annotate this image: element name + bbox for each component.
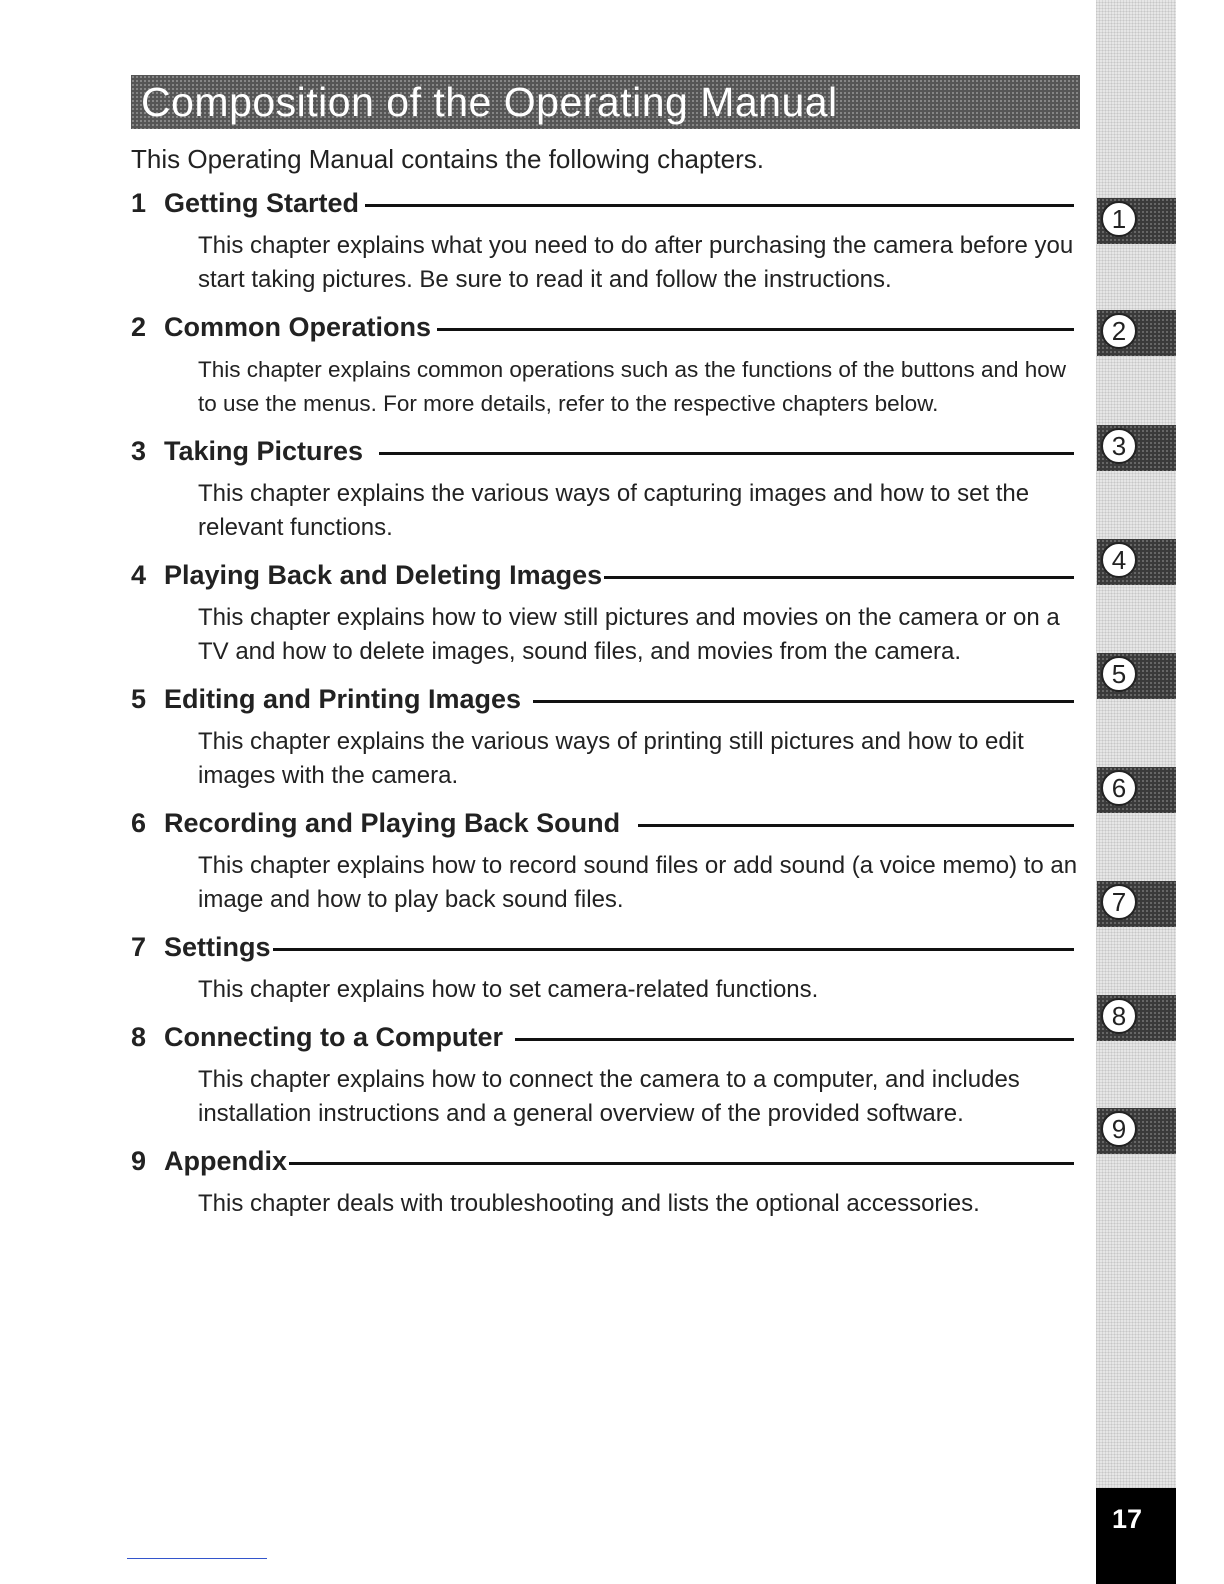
chapter-description: This chapter explains what you need to do after purchasing the camera before you start taking pictures. Be sure to read it and follow the instructions.	[198, 232, 1074, 293]
chapter-description: This chapter explains how to record sound files or add sound (a voice memo) to an image and how to play back sound files.	[198, 852, 1078, 913]
chapter-number: 7	[131, 931, 147, 962]
chapter-description: This chapter explains common operations such as the functions of the buttons and how to use the menus. For more details, refer to the respective chapters below.	[198, 357, 1067, 416]
chapter-heading	[131, 185, 1074, 221]
chapter-title: Appendix	[164, 1145, 288, 1176]
chapter-tab-5[interactable]	[1097, 653, 1176, 699]
tab-number: 4	[1101, 542, 1137, 578]
heading-rule	[437, 328, 1074, 331]
chapter-tab-1[interactable]	[1097, 198, 1176, 244]
tab-number: 2	[1101, 313, 1137, 349]
chapter-heading	[131, 557, 1074, 593]
chapter-4	[131, 557, 1074, 669]
intro-text: This Operating Manual contains the following chapters.	[131, 144, 765, 174]
chapter-title: Common Operations	[164, 311, 432, 342]
chapter-description: This chapter explains how to connect the camera to a computer, and includes installation instructions and a general overview of the provided software.	[198, 1066, 1020, 1127]
chapter-title: Editing and Printing Images	[164, 683, 522, 714]
heading-rule	[365, 204, 1074, 207]
chapter-heading	[131, 681, 1074, 717]
heading-rule	[379, 452, 1074, 455]
title-banner	[131, 75, 1080, 129]
chapter-1	[131, 185, 1074, 297]
chapter-title: Taking Pictures	[164, 435, 364, 466]
chapter-number: 6	[131, 807, 147, 838]
chapter-number: 8	[131, 1021, 147, 1052]
chapter-heading	[131, 1019, 1074, 1055]
heading-rule	[638, 824, 1074, 827]
footer-line	[127, 1558, 267, 1559]
heading-rule	[533, 700, 1074, 703]
chapter-tab-2[interactable]	[1097, 310, 1176, 356]
heading-rule	[289, 1162, 1074, 1165]
page-title: Composition of the Operating Manual	[141, 79, 838, 125]
chapter-heading	[131, 433, 1074, 469]
chapter-heading	[131, 805, 1074, 841]
chapter-number: 3	[131, 435, 147, 466]
chapter-tab-6[interactable]	[1097, 767, 1176, 813]
chapter-description: This chapter explains how to set camera-related functions.	[198, 976, 819, 1003]
chapter-tab-3[interactable]	[1097, 425, 1176, 471]
chapter-3	[131, 433, 1074, 545]
tab-number: 6	[1101, 770, 1137, 806]
chapter-6	[131, 805, 1078, 917]
page-number: 17	[1112, 1504, 1143, 1534]
chapter-title: Getting Started	[164, 187, 360, 218]
chapter-title: Playing Back and Deleting Images	[164, 559, 603, 590]
chapter-9	[131, 1143, 1074, 1221]
chapter-2	[131, 309, 1074, 421]
chapter-heading	[131, 1143, 1074, 1179]
tab-number: 1	[1101, 201, 1137, 237]
heading-rule	[604, 576, 1074, 579]
chapter-tab-9[interactable]	[1097, 1108, 1176, 1154]
chapter-description: This chapter explains the various ways of printing still pictures and how to edit images with the camera.	[198, 728, 1024, 789]
chapter-number: 4	[131, 559, 147, 590]
chapter-number: 2	[131, 311, 147, 342]
tab-number: 5	[1101, 656, 1137, 692]
chapter-title: Recording and Playing Back Sound	[164, 807, 621, 838]
chapter-heading	[131, 929, 1074, 965]
tab-number: 9	[1101, 1111, 1137, 1147]
chapter-number: 1	[131, 187, 147, 218]
chapter-description: This chapter deals with troubleshooting and lists the optional accessories.	[198, 1190, 980, 1217]
chapter-description: This chapter explains the various ways of capturing images and how to set the relevant functions.	[198, 480, 1030, 541]
chapter-title: Connecting to a Computer	[164, 1021, 503, 1052]
chapter-tab-8[interactable]	[1097, 995, 1176, 1041]
chapter-description: This chapter explains how to view still pictures and movies on the camera or on a TV and how to delete images, sound files, and movies from the camera.	[198, 604, 1060, 665]
chapter-number: 5	[131, 683, 147, 714]
chapter-heading	[131, 309, 1074, 345]
tab-number: 8	[1101, 998, 1137, 1034]
page-number-box	[1096, 1488, 1176, 1584]
chapter-5	[131, 681, 1074, 793]
tab-number: 7	[1101, 884, 1137, 920]
heading-rule	[515, 1038, 1074, 1041]
tab-number: 3	[1101, 428, 1137, 464]
heading-rule	[273, 948, 1074, 951]
chapter-8	[131, 1019, 1074, 1131]
chapter-tab-4[interactable]	[1097, 539, 1176, 585]
chapter-tab-7[interactable]	[1097, 881, 1176, 927]
chapter-number: 9	[131, 1145, 147, 1176]
chapter-7	[131, 929, 1074, 1007]
chapter-title: Settings	[164, 931, 271, 962]
